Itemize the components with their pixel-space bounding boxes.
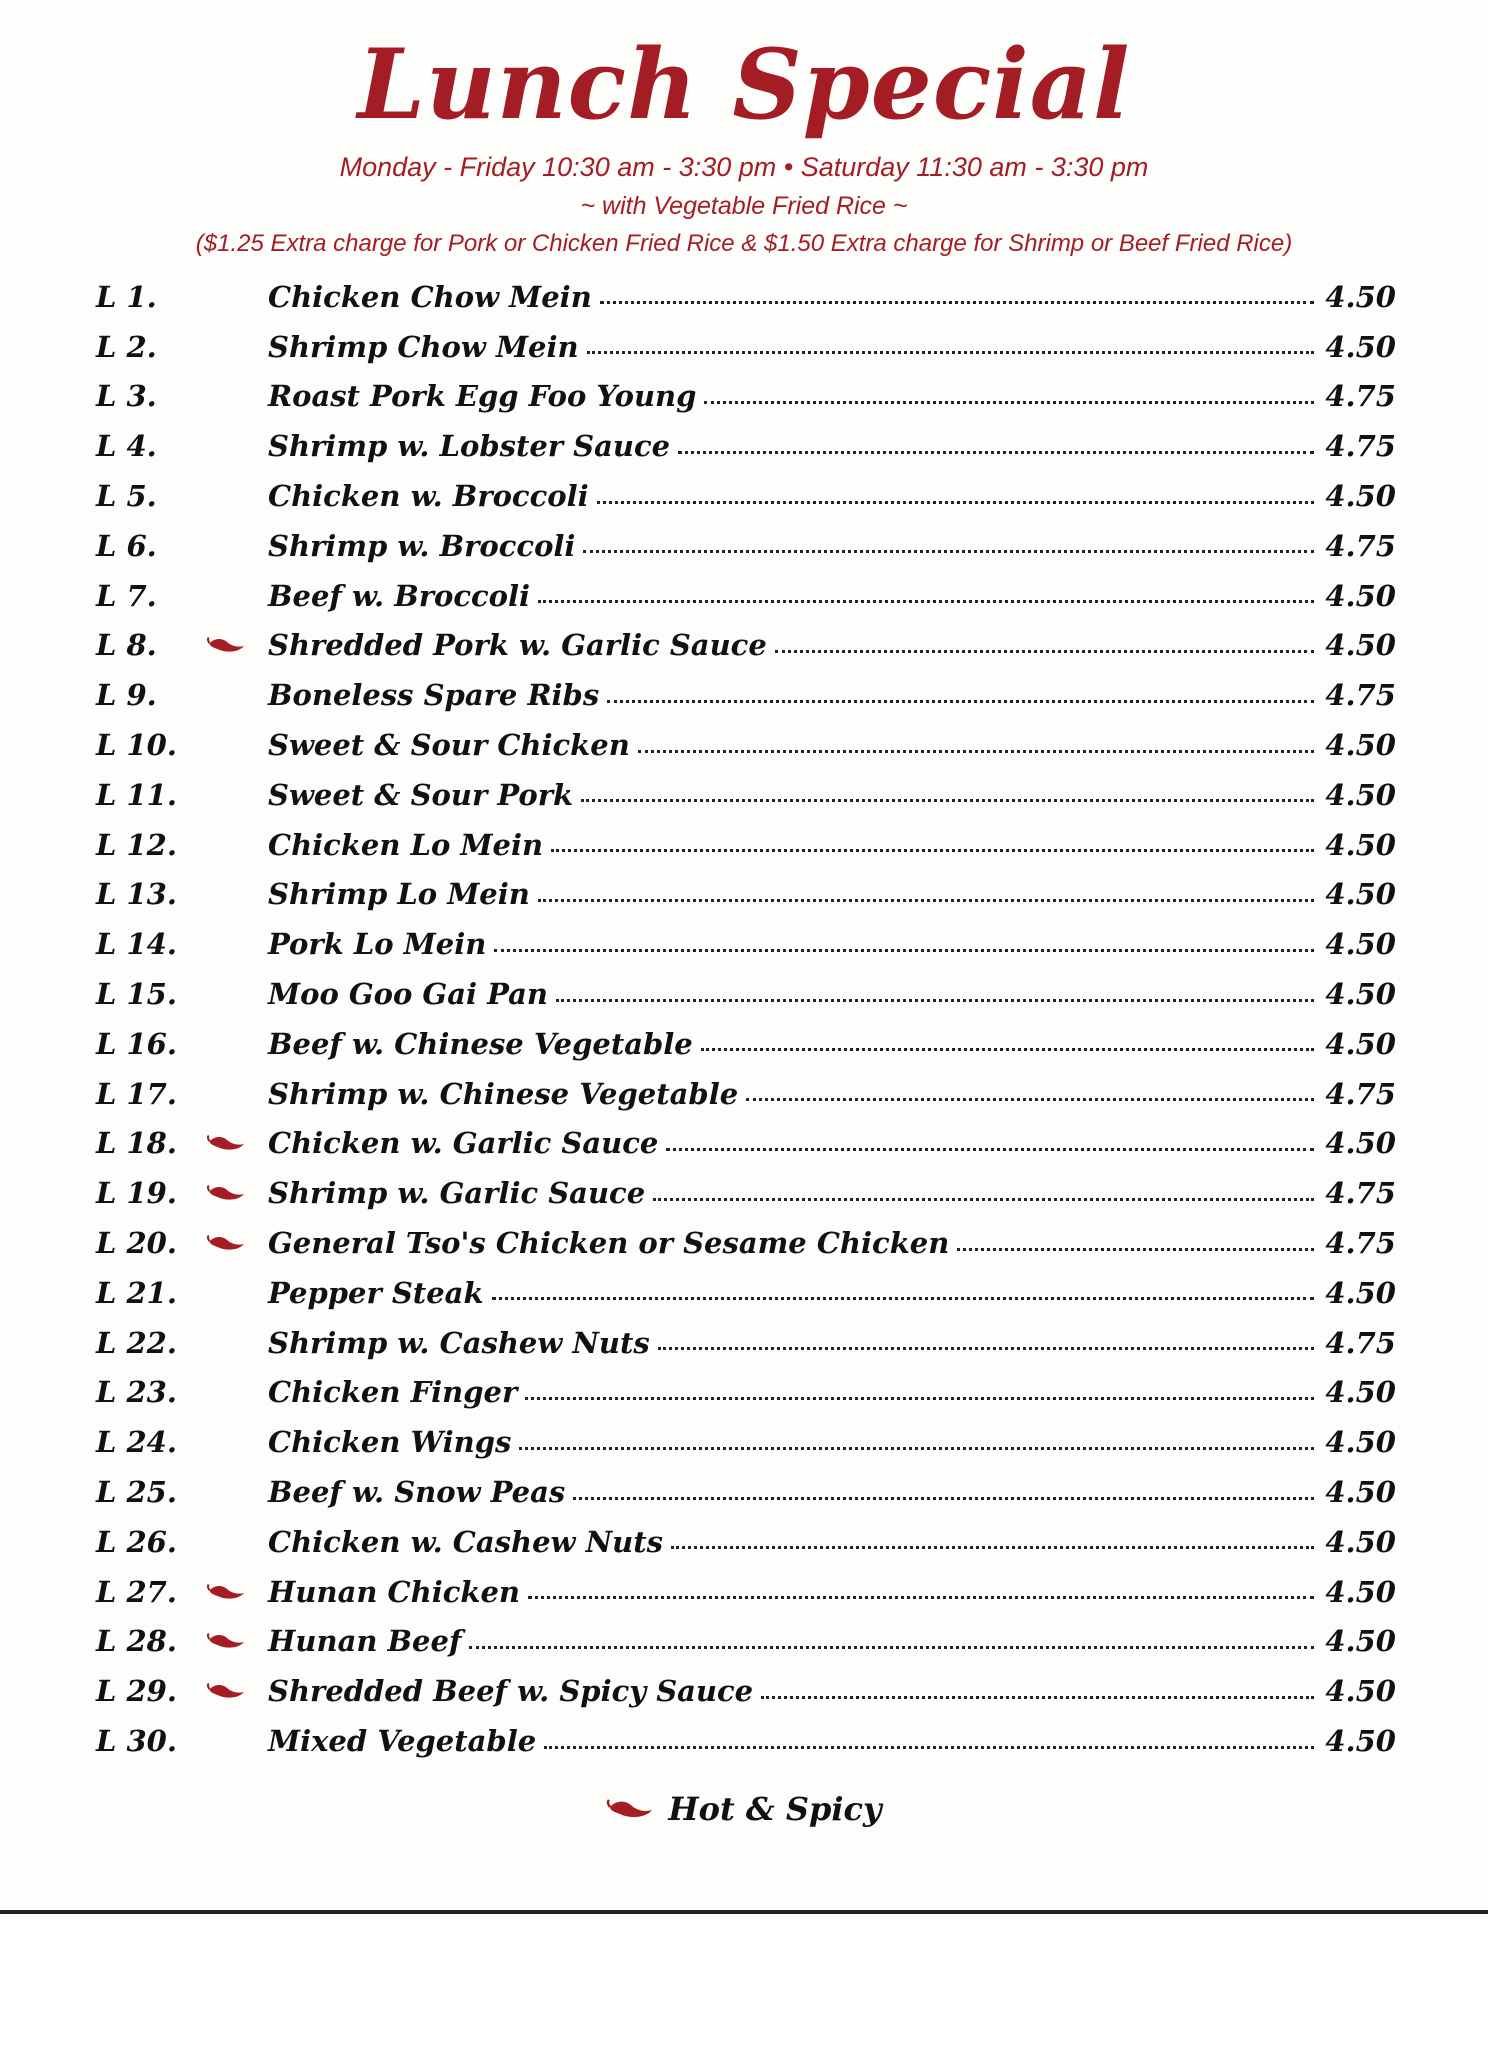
item-price: 4.50 (1325, 1524, 1396, 1559)
dot-leader (704, 401, 1314, 404)
item-price: 4.50 (1325, 479, 1396, 514)
item-price: 4.50 (1325, 279, 1396, 314)
dot-leader (573, 1497, 1314, 1500)
dot-leader (469, 1646, 1314, 1649)
item-price: 4.50 (1325, 777, 1396, 812)
item-name: Beef w. Broccoli (268, 578, 531, 613)
item-name: Hunan Chicken (268, 1574, 521, 1609)
item-name: Shredded Beef w. Spicy Sauce (268, 1674, 754, 1709)
hot-pepper-icon (606, 1798, 654, 1820)
item-name: Pork Lo Mein (268, 927, 487, 962)
dot-leader (658, 1347, 1314, 1350)
dot-leader (600, 301, 1314, 304)
spicy-marker-slot (206, 1731, 250, 1751)
item-code: L 20. (96, 1226, 177, 1261)
item-code: L 15. (96, 977, 177, 1012)
item-name: Shrimp w. Lobster Sauce (268, 429, 671, 464)
item-name: Chicken w. Garlic Sauce (268, 1126, 659, 1161)
item-name: Chicken Finger (268, 1375, 518, 1410)
spicy-marker-slot (206, 785, 250, 805)
item-code: L 30. (96, 1724, 177, 1758)
item-name: Sweet & Sour Pork (268, 777, 574, 812)
menu-item (96, 820, 1396, 870)
item-code: L 9. (96, 678, 157, 713)
hot-pepper-icon (206, 1582, 250, 1602)
item-price: 4.50 (1325, 329, 1396, 364)
item-code: L 24. (96, 1425, 177, 1460)
item-name: Chicken w. Broccoli (268, 479, 589, 514)
menu-item (96, 1517, 1396, 1567)
item-name: Hunan Beef (268, 1624, 462, 1659)
item-price: 4.50 (1325, 1724, 1396, 1758)
item-name: Roast Pork Egg Foo Young (268, 379, 697, 414)
dot-leader (597, 501, 1314, 504)
menu-item (96, 1019, 1396, 1069)
spicy-marker-slot (206, 1382, 250, 1402)
item-code: L 28. (96, 1624, 177, 1659)
menu-item (96, 870, 1396, 920)
spicy-marker-slot (206, 287, 250, 307)
item-price: 4.50 (1325, 578, 1396, 613)
item-code: L 4. (96, 429, 157, 464)
item-price: 4.75 (1325, 1325, 1396, 1360)
spicy-marker-slot (206, 835, 250, 855)
item-name: Shrimp w. Chinese Vegetable (268, 1076, 739, 1111)
spicy-marker-slot (206, 685, 250, 705)
dot-leader (538, 600, 1314, 603)
dot-leader (957, 1248, 1314, 1251)
dot-leader (607, 700, 1314, 703)
menu-item (96, 919, 1396, 969)
item-name: Shrimp w. Cashew Nuts (268, 1325, 650, 1360)
dot-leader (492, 1297, 1314, 1300)
item-name: General Tso's Chicken or Sesame Chicken (268, 1226, 950, 1261)
menu-item (96, 1716, 1396, 1766)
menu-item (96, 1168, 1396, 1218)
menu-item (96, 1119, 1396, 1169)
spicy-marker-slot (206, 1532, 250, 1552)
hot-pepper-icon (206, 1631, 250, 1651)
menu-item (96, 1318, 1396, 1368)
spicy-marker-slot (206, 586, 250, 606)
spicy-marker-slot (206, 1333, 250, 1353)
hot-pepper-icon (206, 1681, 250, 1701)
hot-pepper-icon (206, 635, 250, 655)
item-code: L 5. (96, 479, 157, 514)
menu-item (96, 1617, 1396, 1667)
item-code: L 22. (96, 1325, 177, 1360)
item-name: Shrimp w. Broccoli (268, 528, 576, 563)
spicy-marker-slot (206, 436, 250, 456)
item-price: 4.50 (1325, 1674, 1396, 1709)
item-code: L 21. (96, 1275, 177, 1310)
menu-item (96, 969, 1396, 1019)
item-code: L 17. (96, 1076, 177, 1111)
spicy-marker-slot (206, 337, 250, 357)
menu-item (96, 571, 1396, 621)
item-code: L 13. (96, 877, 177, 912)
dot-leader (583, 550, 1314, 553)
hot-pepper-icon (206, 1133, 250, 1153)
menu-item (96, 372, 1396, 422)
item-code: L 29. (96, 1674, 177, 1709)
menu-item (96, 521, 1396, 571)
dot-leader (653, 1198, 1314, 1201)
dot-leader (761, 1696, 1314, 1699)
item-price: 4.50 (1325, 1624, 1396, 1659)
dot-leader (671, 1546, 1314, 1549)
item-name: Shrimp w. Garlic Sauce (268, 1176, 646, 1211)
menu-item (96, 770, 1396, 820)
item-price: 4.50 (1325, 1425, 1396, 1460)
spicy-marker-slot (206, 735, 250, 755)
dot-leader (538, 899, 1314, 902)
spicy-marker-slot (206, 1432, 250, 1452)
item-price: 4.75 (1325, 1076, 1396, 1111)
menu-item (96, 1417, 1396, 1467)
item-code: L 10. (96, 728, 177, 763)
item-code: L 25. (96, 1475, 177, 1510)
menu-item (96, 1069, 1396, 1119)
spicy-marker-slot (206, 1034, 250, 1054)
menu-item (96, 322, 1396, 372)
menu-item (96, 1268, 1396, 1318)
item-name: Shredded Pork w. Garlic Sauce (268, 628, 767, 663)
item-code: L 11. (96, 777, 177, 812)
dot-leader (544, 1746, 1314, 1749)
item-code: L 27. (96, 1574, 177, 1609)
item-name: Pepper Steak (268, 1275, 484, 1310)
extra-charge-note: ($1.25 Extra charge for Pork or Chicken Fried Rice & $1.50 Extra charge for Shrimp or Beef Fried Rice) (195, 230, 1293, 257)
item-code: L 6. (96, 528, 157, 563)
item-price: 4.75 (1325, 379, 1396, 414)
item-price: 4.50 (1325, 1126, 1396, 1161)
menu-list (96, 272, 1396, 1766)
item-name: Moo Goo Gai Pan (268, 977, 549, 1012)
item-code: L 8. (96, 628, 157, 663)
page-title: Lunch Special (357, 28, 1131, 141)
item-price: 4.50 (1325, 1026, 1396, 1061)
spicy-marker-slot (206, 1482, 250, 1502)
item-name: Mixed Vegetable (268, 1724, 537, 1758)
dot-leader (701, 1048, 1314, 1051)
item-price: 4.75 (1325, 678, 1396, 713)
dot-leader (746, 1098, 1314, 1101)
dot-leader (666, 1148, 1314, 1151)
item-code: L 12. (96, 827, 177, 862)
menu-item (96, 1467, 1396, 1517)
item-name: Shrimp Lo Mein (268, 877, 530, 912)
item-price: 4.50 (1325, 977, 1396, 1012)
spicy-marker-slot (206, 984, 250, 1004)
item-price: 4.50 (1325, 927, 1396, 962)
menu-item (96, 272, 1396, 322)
dot-leader (775, 650, 1314, 653)
scan-margin (0, 1914, 1488, 2048)
item-price: 4.50 (1325, 1475, 1396, 1510)
item-code: L 14. (96, 927, 177, 962)
item-price: 4.75 (1325, 1226, 1396, 1261)
dot-leader (528, 1596, 1314, 1599)
dot-leader (519, 1447, 1314, 1450)
service-hours: Monday - Friday 10:30 am - 3:30 pm • Saturday 11:30 am - 3:30 pm (339, 152, 1149, 182)
dot-leader (638, 750, 1314, 753)
item-code: L 3. (96, 379, 157, 414)
item-code: L 2. (96, 329, 157, 364)
item-name: Chicken Lo Mein (268, 827, 544, 862)
hot-pepper-icon (206, 1183, 250, 1203)
dot-leader (678, 451, 1314, 454)
item-code: L 16. (96, 1026, 177, 1061)
item-price: 4.50 (1325, 1375, 1396, 1410)
item-name: Beef w. Snow Peas (268, 1475, 566, 1510)
legend-label: Hot & Spicy (668, 1790, 882, 1828)
item-name: Beef w. Chinese Vegetable (268, 1026, 693, 1061)
spicy-marker-slot (206, 934, 250, 954)
item-name: Shrimp Chow Mein (268, 329, 579, 364)
item-name: Chicken Chow Mein (268, 279, 592, 314)
spicy-marker-slot (206, 1283, 250, 1303)
item-price: 4.50 (1325, 628, 1396, 663)
dot-leader (494, 949, 1314, 952)
menu-item (96, 1218, 1396, 1268)
item-price: 4.75 (1325, 429, 1396, 464)
menu-item (96, 670, 1396, 720)
item-name: Chicken w. Cashew Nuts (268, 1524, 663, 1559)
item-price: 4.50 (1325, 728, 1396, 763)
spicy-marker-slot (206, 884, 250, 904)
item-name: Boneless Spare Ribs (268, 678, 600, 713)
menu-item (96, 1666, 1396, 1716)
item-name: Sweet & Sour Chicken (268, 728, 630, 763)
item-price: 4.50 (1325, 827, 1396, 862)
menu-item (96, 1368, 1396, 1418)
item-price: 4.50 (1325, 1275, 1396, 1310)
item-code: L 23. (96, 1375, 177, 1410)
item-code: L 26. (96, 1524, 177, 1559)
item-price: 4.50 (1325, 877, 1396, 912)
menu-item (96, 421, 1396, 471)
dot-leader (556, 999, 1314, 1002)
served-with-note: ~ with Vegetable Fried Rice ~ (580, 192, 908, 220)
dot-leader (581, 799, 1314, 802)
spicy-marker-slot (206, 1084, 250, 1104)
menu-item (96, 720, 1396, 770)
menu-item (96, 621, 1396, 671)
item-price: 4.50 (1325, 1574, 1396, 1609)
item-price: 4.75 (1325, 1176, 1396, 1211)
menu-item (96, 1567, 1396, 1617)
dot-leader (587, 351, 1314, 354)
spicy-marker-slot (206, 386, 250, 406)
dot-leader (525, 1397, 1314, 1400)
menu-item (96, 471, 1396, 521)
item-code: L 19. (96, 1176, 177, 1211)
item-code: L 7. (96, 578, 157, 613)
spicy-legend (0, 1790, 1488, 1828)
spicy-marker-slot (206, 536, 250, 556)
item-name: Chicken Wings (268, 1425, 512, 1460)
item-code: L 18. (96, 1126, 177, 1161)
spicy-marker-slot (206, 486, 250, 506)
dot-leader (551, 849, 1314, 852)
item-code: L 1. (96, 279, 157, 314)
item-price: 4.75 (1325, 528, 1396, 563)
hot-pepper-icon (206, 1233, 250, 1253)
